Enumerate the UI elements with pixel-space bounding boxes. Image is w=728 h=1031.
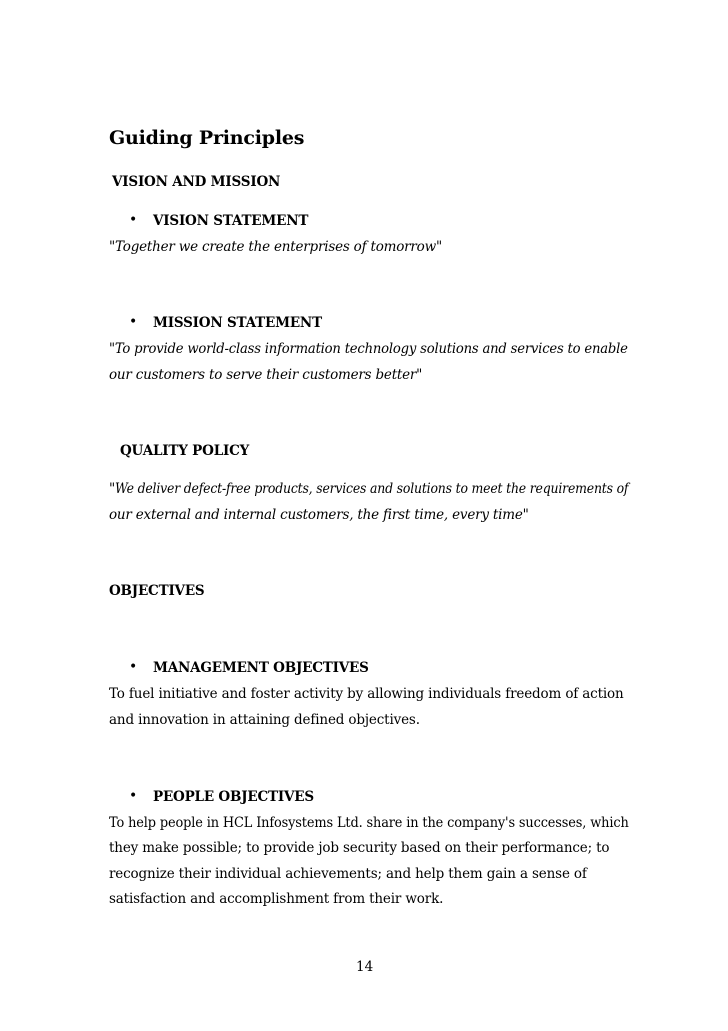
bullet-icon: • [129, 314, 138, 330]
bullet-icon: • [129, 788, 138, 804]
people-objectives-heading: PEOPLE OBJECTIVES [153, 789, 314, 805]
people-objectives-line: satisfaction and accomplishment from their work. [109, 891, 444, 907]
management-objectives-heading: MANAGEMENT OBJECTIVES [153, 660, 369, 676]
people-objectives-line: recognize their individual achievements; and help them gain a sense of [109, 866, 587, 882]
people-objectives-line: they make possible; to provide job security based on their performance; to [109, 840, 610, 856]
bullet-icon: • [129, 212, 138, 228]
management-objectives-line: and innovation in attaining defined objectives. [109, 712, 420, 728]
bullet-icon: • [129, 659, 138, 675]
vision-statement-heading: VISION STATEMENT [153, 213, 309, 229]
page-title: Guiding Principles [109, 127, 305, 149]
vision-mission-heading: VISION AND MISSION [112, 174, 281, 190]
quality-policy-line: our external and internal customers, the first time, every time" [109, 507, 529, 523]
management-objectives-line: To fuel initiative and foster activity by allowing individuals freedom of action [109, 686, 624, 702]
people-objectives-line: To help people in HCL Infosystems Ltd. share in the company's successes, which [109, 815, 629, 831]
quality-policy-heading: QUALITY POLICY [120, 443, 250, 459]
objectives-heading: OBJECTIVES [109, 583, 205, 599]
quality-policy-open-quote: " [109, 481, 116, 497]
quality-policy-line: We deliver defect-free products, services and solutions to meet the requirements of [115, 481, 629, 497]
vision-statement-text: "Together we create the enterprises of tomorrow" [109, 239, 442, 255]
mission-statement-heading: MISSION STATEMENT [153, 315, 322, 331]
page-number: 14 [356, 959, 374, 975]
mission-statement-line: our customers to serve their customers better" [109, 367, 423, 383]
mission-statement-line: "To provide world-class information technology solutions and services to enable [109, 341, 628, 357]
